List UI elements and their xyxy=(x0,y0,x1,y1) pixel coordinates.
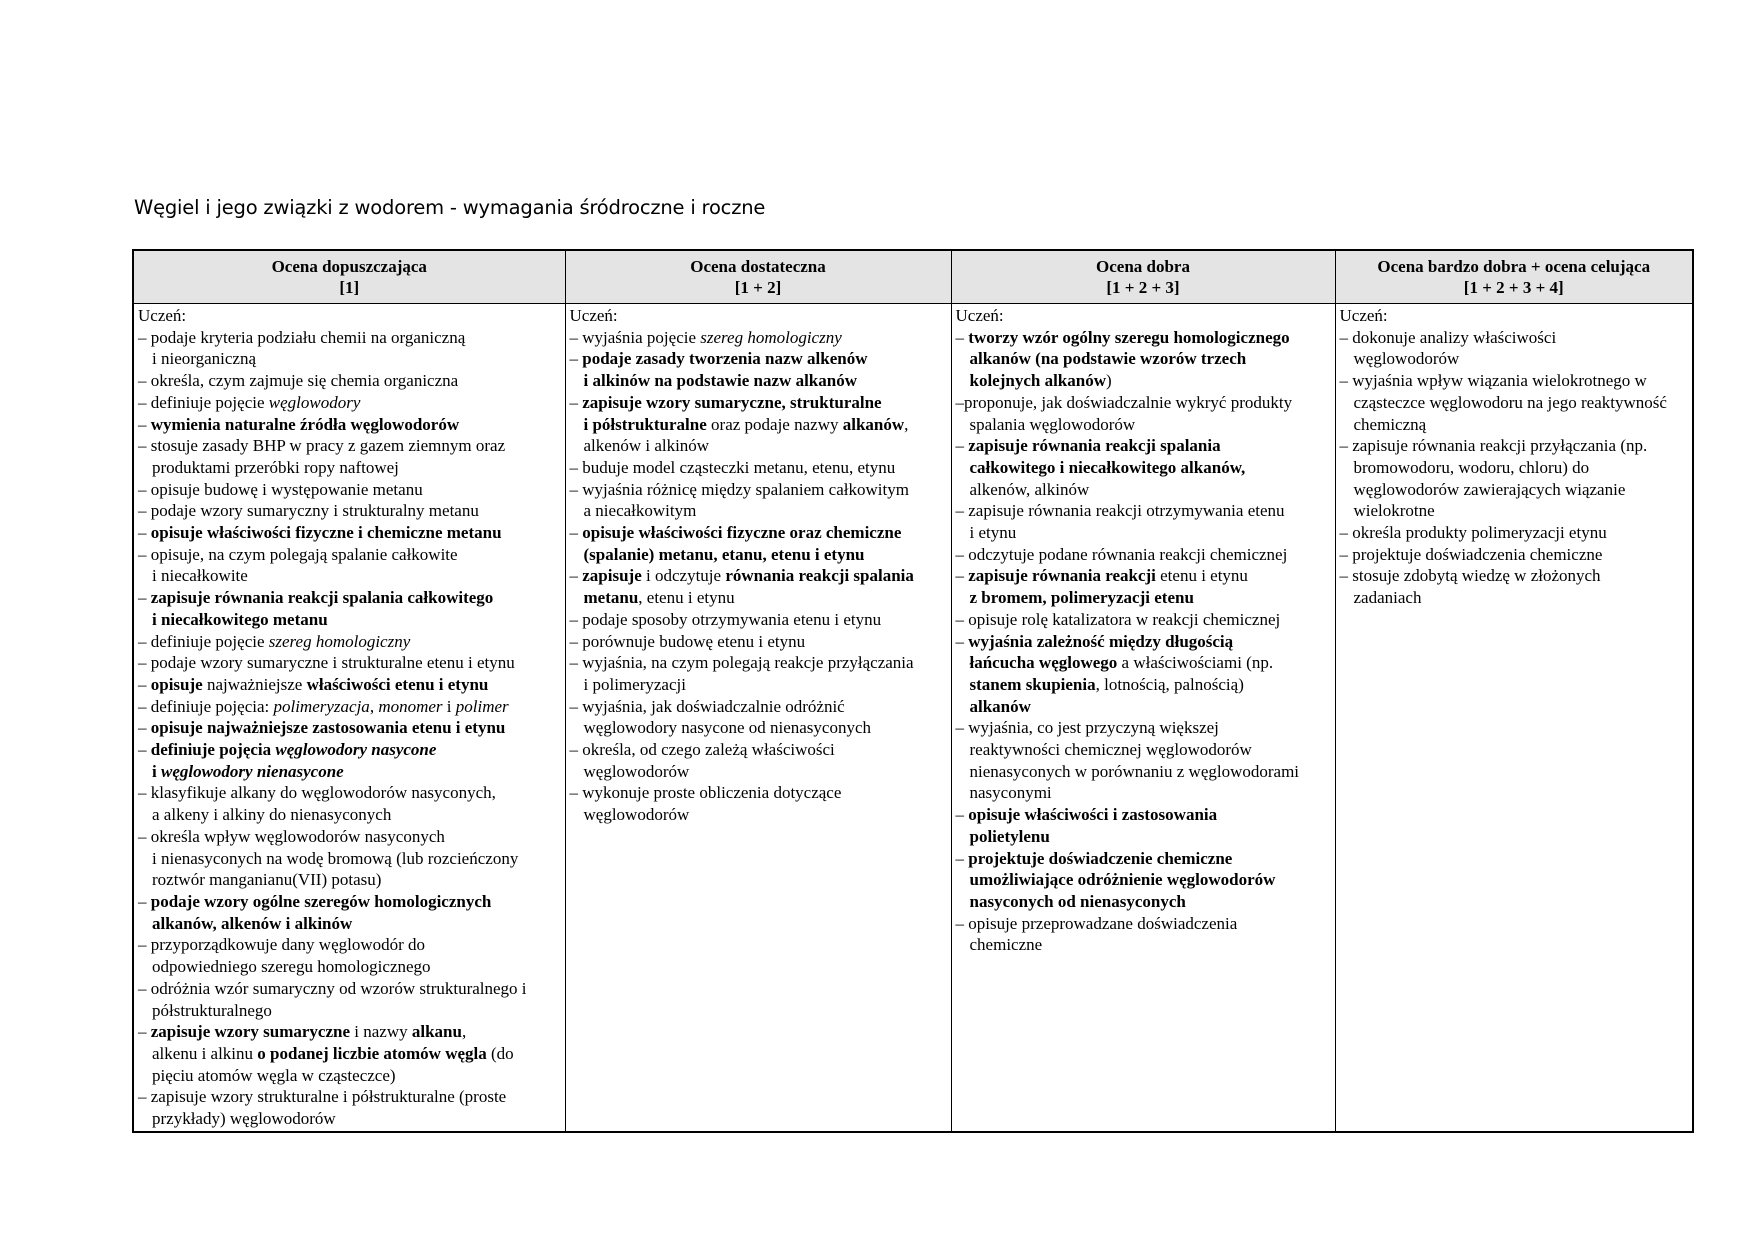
requirement-line xyxy=(138,348,563,370)
requirement-text: – definiuje pojęcie xyxy=(138,392,269,412)
requirement-text: – xyxy=(138,740,151,760)
requirement-line xyxy=(138,457,563,479)
requirement-line xyxy=(138,1065,563,1087)
requirement-text: tworzy wzór ogólny szeregu homologicznego xyxy=(968,327,1290,347)
content-row xyxy=(133,304,1693,1132)
requirement-text: – xyxy=(955,848,969,868)
requirement-line xyxy=(956,565,1333,587)
requirement-line xyxy=(570,631,949,653)
requirement-text: roztwór manganianu(VII) potasu) xyxy=(152,870,382,890)
requirement-text: – xyxy=(138,891,151,911)
requirement-line xyxy=(138,631,563,653)
requirement-line xyxy=(1340,392,1691,414)
requirement-line xyxy=(1340,587,1691,609)
requirement-text: chemiczną xyxy=(1353,414,1427,434)
requirement-line xyxy=(138,609,563,631)
header-levels: [1] xyxy=(339,278,360,297)
requirement-text: i niecałkowite xyxy=(152,566,248,586)
requirement-text: metanu xyxy=(583,588,639,608)
requirement-text: – xyxy=(138,718,151,738)
requirement-text: – porównuje budowę etenu i etynu xyxy=(569,631,806,651)
requirement-line xyxy=(956,869,1333,891)
requirement-line xyxy=(138,435,563,457)
requirement-line xyxy=(570,392,949,414)
requirement-text: cząsteczce węglowodoru na jego reaktywność xyxy=(1353,392,1667,412)
requirement-line xyxy=(956,739,1333,761)
requirement-text: i nazwy xyxy=(350,1022,412,1042)
requirement-text: alkenów, alkinów xyxy=(969,479,1090,499)
requirement-text: , xyxy=(904,414,909,434)
requirement-text: , xyxy=(369,696,379,716)
requirement-line xyxy=(570,804,949,826)
requirement-line xyxy=(138,717,563,739)
requirement-line xyxy=(956,609,1333,631)
requirement-line xyxy=(570,761,949,783)
requirement-text: właściwości etenu i etynu xyxy=(306,674,489,694)
header-dopuszczajaca xyxy=(133,250,565,304)
requirement-text: opisuje najważniejsze zastosowania etenu i etynu xyxy=(150,718,506,738)
requirement-text: o podanej liczbie atomów węgla xyxy=(257,1043,487,1063)
requirement-line xyxy=(570,544,949,566)
requirement-text: i półstrukturalne xyxy=(583,414,707,434)
requirement-text: alkenu i alkinu xyxy=(152,1043,258,1063)
requirement-line xyxy=(138,1043,563,1065)
requirement-line xyxy=(138,761,563,783)
requirement-text: najważniejsze xyxy=(202,674,307,694)
requirement-text: , xyxy=(461,1022,467,1042)
header-levels: [1 + 2 + 3] xyxy=(1106,278,1180,297)
requirement-line xyxy=(1340,435,1691,457)
requirement-line xyxy=(138,1108,563,1130)
requirement-text: – podaje wzory sumaryczne i strukturalne etenu i etynu xyxy=(138,653,515,673)
requirement-text: wielokrotne xyxy=(1353,501,1435,521)
requirement-line xyxy=(956,631,1333,653)
requirement-line xyxy=(1340,522,1691,544)
requirement-text: podaje wzory ogólne szeregów homologicznych xyxy=(150,891,492,911)
uczen-label: Uczeń: xyxy=(955,306,1004,325)
requirement-line xyxy=(138,479,563,501)
requirement-text: – odczytuje podane równania reakcji chemicznej xyxy=(955,544,1288,564)
requirement-text: – xyxy=(955,436,969,456)
requirement-line xyxy=(138,869,563,891)
requirement-text: monomer xyxy=(378,696,443,716)
requirement-text: ) xyxy=(1106,371,1112,391)
requirement-text: – wyjaśnia, jak doświadczalnie odróżnić xyxy=(569,696,845,716)
requirement-line xyxy=(570,435,949,457)
requirement-text: węglowodory nasycone od nienasyconych xyxy=(583,718,872,738)
requirement-line xyxy=(138,565,563,587)
requirement-line xyxy=(956,696,1333,718)
requirement-line xyxy=(956,370,1333,392)
requirement-line xyxy=(1340,565,1691,587)
requirement-text: alkenów i alkinów xyxy=(583,436,710,456)
requirement-text: – przyporządkowuje dany węglowodór do xyxy=(138,935,426,955)
requirement-text: – określa wpływ węglowodorów nasyconych xyxy=(138,826,445,846)
requirement-line xyxy=(570,696,949,718)
requirement-text: nasyconymi xyxy=(969,783,1052,803)
requirement-text: produktami przeróbki ropy naftowej xyxy=(152,457,399,477)
requirement-line xyxy=(956,479,1333,501)
requirement-text: a niecałkowitym xyxy=(583,501,697,521)
column-dobra xyxy=(951,304,1335,1132)
uczen-label: Uczeń: xyxy=(138,306,187,325)
requirement-text: alkanów, alkenów i alkinów xyxy=(152,913,353,933)
requirement-line xyxy=(1340,327,1691,349)
requirement-text: – xyxy=(569,392,583,412)
requirement-text: zapisuje wzory sumaryczne xyxy=(150,1022,350,1042)
requirement-line xyxy=(138,739,563,761)
requirement-text: węglowodorów xyxy=(583,761,690,781)
header-name: Ocena dostateczna xyxy=(690,256,826,276)
requirement-text: – xyxy=(138,523,151,543)
requirement-line xyxy=(570,370,949,392)
header-bardzo-dobra xyxy=(1335,250,1693,304)
requirement-text: – definiuje pojęcie xyxy=(138,631,269,651)
requirement-text: , lotnością, palnością) xyxy=(1095,674,1244,694)
header-name: Ocena dobra xyxy=(1096,256,1190,276)
requirement-text: szereg homologiczny xyxy=(700,327,842,347)
requirement-line xyxy=(1340,370,1691,392)
requirement-text: – xyxy=(955,805,969,825)
requirement-line xyxy=(138,1086,563,1108)
requirement-text: oraz podaje nazwy xyxy=(706,414,843,434)
requirement-line xyxy=(956,500,1333,522)
requirement-text: – projektuje doświadczenia chemiczne xyxy=(1339,544,1603,564)
requirement-line xyxy=(138,392,563,414)
requirement-text: i niecałkowitego metanu xyxy=(152,609,328,629)
requirement-line xyxy=(570,565,949,587)
column-bardzo-dobra xyxy=(1335,304,1693,1132)
requirement-text: – podaje kryteria podziału chemii na organiczną xyxy=(138,327,466,347)
requirement-text: i xyxy=(442,696,456,716)
requirement-text: , etenu i etynu xyxy=(638,588,735,608)
requirements-list xyxy=(1340,327,1691,609)
requirement-text: opisuje xyxy=(150,674,203,694)
requirement-text: – xyxy=(955,631,969,651)
requirement-line xyxy=(956,414,1333,436)
requirement-line xyxy=(956,782,1333,804)
requirement-text: – klasyfikuje alkany do węglowodorów nasyconych, xyxy=(138,783,496,803)
requirement-line xyxy=(138,327,563,349)
requirements-list xyxy=(570,327,949,826)
requirement-text: nasyconych od nienasyconych xyxy=(969,891,1186,911)
requirement-text: i xyxy=(152,761,161,781)
requirement-text: – xyxy=(138,674,151,694)
uczen-label: Uczeń: xyxy=(569,306,618,325)
requirement-line xyxy=(138,848,563,870)
requirement-text: i odczytuje xyxy=(641,566,726,586)
requirement-text: zapisuje równania reakcji spalania całkowitego xyxy=(150,588,494,608)
requirement-text: kolejnych alkanów xyxy=(969,371,1106,391)
requirement-text: i polimeryzacji xyxy=(583,674,686,694)
requirement-text: zadaniach xyxy=(1353,588,1422,608)
requirement-text: zapisuje xyxy=(582,566,642,586)
requirement-text: zapisuje równania reakcji xyxy=(968,566,1156,586)
requirement-text: – odróżnia wzór sumaryczny od wzorów strukturalnego i xyxy=(138,978,527,998)
requirement-line xyxy=(956,717,1333,739)
requirement-text: – zapisuje równania reakcji przyłączania (np. xyxy=(1339,436,1648,456)
requirement-line xyxy=(956,848,1333,870)
requirement-text: – wyjaśnia, co jest przyczyną większej xyxy=(955,718,1219,738)
requirement-text: – xyxy=(138,414,151,434)
requirement-line xyxy=(138,696,563,718)
requirement-line xyxy=(570,479,949,501)
requirement-line xyxy=(956,587,1333,609)
requirements-table xyxy=(132,249,1694,1133)
requirement-line xyxy=(956,327,1333,349)
requirement-text: reaktywności chemicznej węglowodorów xyxy=(969,740,1252,760)
requirement-text: opisuje właściwości fizyczne oraz chemiczne xyxy=(582,523,902,543)
requirement-line xyxy=(956,457,1333,479)
requirement-text: odpowiedniego szeregu homologicznego xyxy=(152,957,431,977)
requirement-text: – wyjaśnia wpływ wiązania wielokrotnego w xyxy=(1339,371,1647,391)
requirement-text: i etynu xyxy=(969,523,1017,543)
requirement-text: – określa, czym zajmuje się chemia organiczna xyxy=(138,371,459,391)
requirement-text: – stosuje zasady BHP w pracy z gazem ziemnym oraz xyxy=(138,436,506,456)
header-name: Ocena bardzo dobra + ocena celująca xyxy=(1377,256,1651,276)
requirement-text: i nieorganiczną xyxy=(152,349,257,369)
requirement-text: – definiuje pojęcia: xyxy=(138,696,274,716)
requirement-line xyxy=(570,500,949,522)
requirement-text: – xyxy=(138,588,151,608)
requirement-line xyxy=(138,652,563,674)
requirement-line xyxy=(570,782,949,804)
requirement-text: węglowodorów zawierających wiązanie xyxy=(1353,479,1626,499)
requirement-text: wyjaśnia zależność między długością xyxy=(968,631,1234,651)
requirement-text: bromowodoru, wodoru, chloru) do xyxy=(1353,457,1590,477)
requirement-text: łańcucha węglowego xyxy=(969,653,1118,673)
requirement-text: opisuje właściwości fizyczne i chemiczne metanu xyxy=(150,523,502,543)
requirement-text: – opisuje, na czym polegają spalanie całkowite xyxy=(138,544,458,564)
requirement-line xyxy=(1340,479,1691,501)
requirement-text: węglowodory nienasycone xyxy=(160,761,344,781)
requirement-line xyxy=(956,804,1333,826)
requirement-line xyxy=(138,913,563,935)
requirement-text: – zapisuje wzory strukturalne i półstrukturalne (proste xyxy=(138,1087,507,1107)
requirement-text: wymienia naturalne źródła węglowodorów xyxy=(150,414,460,434)
requirement-text: – wyjaśnia pojęcie xyxy=(569,327,701,347)
requirement-line xyxy=(570,522,949,544)
requirement-text: a alkeny i alkiny do nienasyconych xyxy=(152,805,392,825)
requirement-line xyxy=(138,934,563,956)
requirement-text: – xyxy=(569,523,583,543)
title-main: Węgiel i jego związki z wodorem - xyxy=(134,196,463,219)
requirement-text: – dokonuje analizy właściwości xyxy=(1339,327,1557,347)
requirement-text: – podaje wzory sumaryczny i strukturalny metanu xyxy=(138,501,479,521)
requirement-text: stanem skupienia xyxy=(969,674,1096,694)
column-dostateczna xyxy=(565,304,951,1132)
requirement-line xyxy=(138,370,563,392)
requirement-text: szereg homologiczny xyxy=(268,631,411,651)
requirement-text: definiuje pojęcia xyxy=(150,740,276,760)
requirement-line xyxy=(138,804,563,826)
requirement-line xyxy=(138,587,563,609)
requirements-list xyxy=(956,327,1333,956)
requirement-line xyxy=(138,1000,563,1022)
requirement-text: węglowodory nasycone xyxy=(275,740,437,760)
requirement-line xyxy=(956,392,1333,414)
requirement-line xyxy=(570,348,949,370)
header-levels: [1 + 2 + 3 + 4] xyxy=(1463,278,1564,297)
requirement-text: alkanów (na podstawie wzorów trzech xyxy=(969,349,1247,369)
requirement-line xyxy=(570,457,949,479)
requirement-text: półstrukturalnego xyxy=(152,1000,272,1020)
header-levels: [1 + 2] xyxy=(734,278,782,297)
requirement-text: – xyxy=(569,349,583,369)
requirement-line xyxy=(138,978,563,1000)
requirement-line xyxy=(1340,348,1691,370)
requirement-text: i nienasyconych na wodę bromową (lub rozcieńczony xyxy=(152,848,519,868)
requirement-text: równania reakcji spalania xyxy=(725,566,914,586)
requirement-text: projektuje doświadczenie chemiczne xyxy=(968,848,1233,868)
requirement-line xyxy=(956,435,1333,457)
requirement-text: – zapisuje równania reakcji otrzymywania etenu xyxy=(955,501,1285,521)
requirement-text: – wyjaśnia, na czym polegają reakcje przyłączania xyxy=(569,653,914,673)
header-dobra xyxy=(951,250,1335,304)
requirement-text: umożliwiające odróżnienie węglowodorów xyxy=(969,870,1276,890)
requirement-line xyxy=(138,674,563,696)
requirement-text: – podaje sposoby otrzymywania etenu i etynu xyxy=(569,609,882,629)
requirement-line xyxy=(138,891,563,913)
requirement-text: – xyxy=(955,327,969,347)
requirement-line xyxy=(956,348,1333,370)
requirement-line xyxy=(956,674,1333,696)
requirement-line xyxy=(138,500,563,522)
requirement-line xyxy=(138,826,563,848)
requirement-text: a właściwościami (np. xyxy=(1117,653,1274,673)
requirement-text: polimeryzacja xyxy=(273,696,370,716)
page-title xyxy=(134,196,765,219)
requirement-text: – xyxy=(955,566,969,586)
title-subtitle: wymagania śródroczne i roczne xyxy=(462,196,766,219)
requirement-text: – wyjaśnia różnicę między spalaniem całkowitym xyxy=(569,479,909,499)
requirement-text: –proponuje, jak doświadczalnie wykryć produkty xyxy=(955,392,1293,412)
requirement-text: alkanu xyxy=(411,1022,462,1042)
requirement-line xyxy=(1340,500,1691,522)
requirement-text: – wykonuje proste obliczenia dotyczące xyxy=(569,783,842,803)
requirement-line xyxy=(956,913,1333,935)
requirement-text: etenu i etynu xyxy=(1155,566,1248,586)
requirement-text: węglowodory xyxy=(268,392,361,412)
requirement-text: – opisuje rolę katalizatora w reakcji chemicznej xyxy=(955,609,1281,629)
requirement-line xyxy=(138,1021,563,1043)
header-row xyxy=(133,250,1693,304)
requirement-line xyxy=(138,522,563,544)
requirement-line xyxy=(956,761,1333,783)
requirement-text: przykłady) węglowodorów xyxy=(152,1109,336,1129)
uczen-label: Uczeń: xyxy=(1339,306,1388,325)
requirement-line xyxy=(570,674,949,696)
requirement-text: węglowodorów xyxy=(1353,349,1460,369)
requirement-text: – xyxy=(138,1022,151,1042)
requirement-text: z bromem, polimeryzacji etenu xyxy=(969,588,1194,608)
requirement-text: zapisuje wzory sumaryczne, strukturalne xyxy=(582,392,882,412)
requirement-text: polietylenu xyxy=(969,826,1050,846)
requirement-text: – stosuje zdobytą wiedzę w złożonych xyxy=(1339,566,1601,586)
requirement-text: – buduje model cząsteczki metanu, etenu, etynu xyxy=(569,457,896,477)
requirement-text: (do xyxy=(486,1043,514,1063)
requirement-line xyxy=(956,826,1333,848)
requirement-line xyxy=(138,782,563,804)
column-dopuszczajaca xyxy=(133,304,565,1132)
requirement-text: – określa produkty polimeryzacji etynu xyxy=(1339,523,1607,543)
requirement-text: (spalanie) metanu, etanu, etenu i etynu xyxy=(583,544,865,564)
requirement-text: opisuje właściwości i zastosowania xyxy=(968,805,1218,825)
requirement-line xyxy=(570,717,949,739)
requirement-line xyxy=(570,739,949,761)
requirement-line xyxy=(956,522,1333,544)
requirement-text: alkanów xyxy=(842,414,905,434)
requirement-text: spalania węglowodorów xyxy=(969,414,1136,434)
requirements-list xyxy=(138,327,563,1130)
requirement-text: i alkinów na podstawie nazw alkanów xyxy=(583,371,857,391)
requirement-line xyxy=(570,587,949,609)
requirement-text: nienasyconych w porównaniu z węglowodorami xyxy=(969,761,1300,781)
requirement-text: pięciu atomów węgla w cząsteczce) xyxy=(152,1065,396,1085)
requirement-text: alkanów xyxy=(969,696,1031,716)
requirement-line xyxy=(956,544,1333,566)
requirement-text: całkowitego i niecałkowitego alkanów, xyxy=(969,457,1246,477)
requirement-line xyxy=(138,544,563,566)
requirement-text: chemiczne xyxy=(969,935,1043,955)
requirement-line xyxy=(1340,544,1691,566)
header-name: Ocena dopuszczająca xyxy=(271,256,427,276)
requirement-text: – określa, od czego zależą właściwości xyxy=(569,740,835,760)
requirement-line xyxy=(570,414,949,436)
requirement-line xyxy=(1340,414,1691,436)
requirement-line xyxy=(956,934,1333,956)
requirement-text: – xyxy=(569,566,583,586)
header-dostateczna xyxy=(565,250,951,304)
requirement-line xyxy=(138,956,563,978)
requirement-line xyxy=(956,891,1333,913)
requirement-text: – opisuje budowę i występowanie metanu xyxy=(138,479,423,499)
requirement-text: – opisuje przeprowadzane doświadczenia xyxy=(955,913,1238,933)
requirement-text: podaje zasady tworzenia nazw alkenów xyxy=(582,349,868,369)
requirement-text: polimer xyxy=(455,696,509,716)
requirement-text: zapisuje równania reakcji spalania xyxy=(968,436,1221,456)
requirement-text: węglowodorów xyxy=(583,805,690,825)
requirement-line xyxy=(570,327,949,349)
requirement-line xyxy=(1340,457,1691,479)
requirement-line xyxy=(138,414,563,436)
requirement-line xyxy=(570,609,949,631)
requirement-line xyxy=(570,652,949,674)
requirement-line xyxy=(956,652,1333,674)
